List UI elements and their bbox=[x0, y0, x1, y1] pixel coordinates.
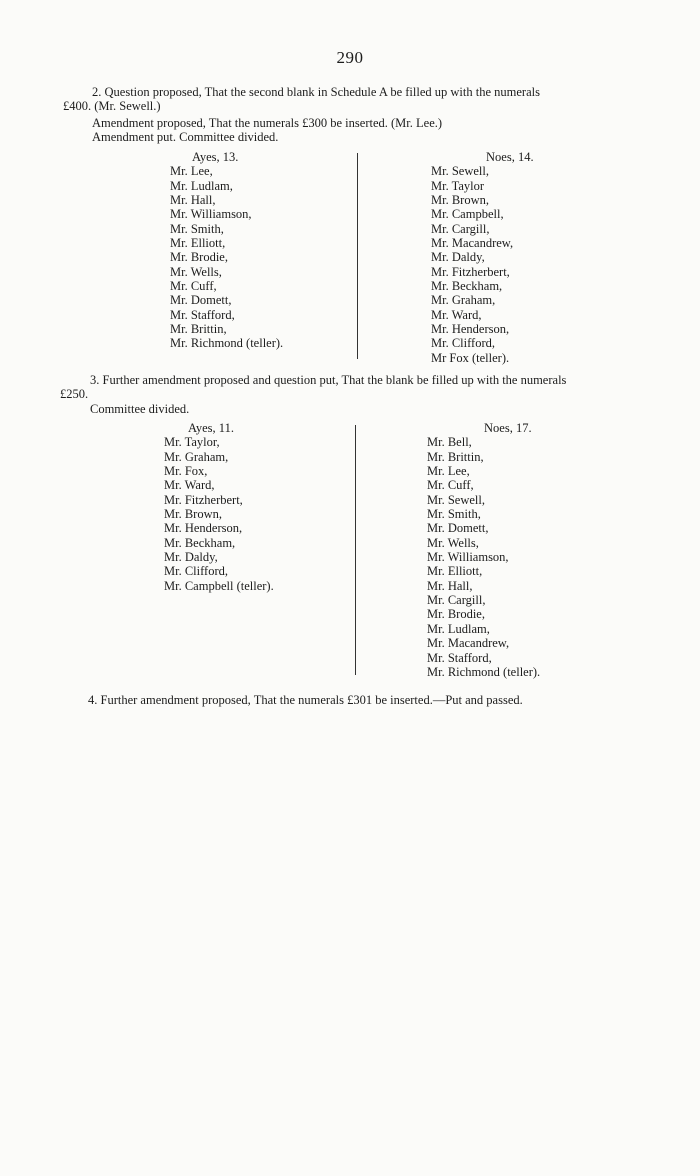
voter-name: Mr. Daldy, bbox=[431, 250, 485, 265]
item2-question-line1: 2. Question proposed, That the second blank in Schedule A be filled up with the numerals bbox=[92, 85, 540, 99]
item2-amendment-put: Amendment put. Committee divided. bbox=[92, 130, 279, 144]
voter-name: Mr. Henderson, bbox=[431, 322, 510, 337]
item3-ayes-heading: Ayes, 11. bbox=[188, 421, 234, 435]
voter-name: Mr. Brodie, bbox=[427, 607, 485, 622]
voter-name: Mr. Richmond (teller). bbox=[427, 664, 541, 679]
voter-name: Mr. Wells, bbox=[170, 264, 222, 279]
voter-name: Mr. Taylor bbox=[431, 178, 485, 193]
voter-name: Mr. Elliott, bbox=[170, 236, 226, 251]
voter-name: Mr. Domett, bbox=[427, 521, 489, 536]
voter-name: Mr. Cuff, bbox=[427, 478, 474, 493]
voter-name: Mr. Hall, bbox=[170, 193, 216, 208]
voter-name: Mr. Stafford, bbox=[170, 307, 235, 322]
voter-name: Mr. Campbell (teller). bbox=[164, 578, 274, 593]
voter-name: Mr. Sewell, bbox=[431, 164, 489, 179]
item3-committee-divided: Committee divided. bbox=[90, 402, 190, 416]
voter-name: Mr. Brodie, bbox=[170, 250, 228, 265]
item3-noes-list bbox=[427, 435, 540, 679]
item3-noes bbox=[427, 421, 540, 679]
voter-name: Mr. Smith, bbox=[427, 507, 481, 522]
voter-name: Mr. Elliott, bbox=[427, 564, 483, 579]
voter-name: Mr. Beckham, bbox=[431, 279, 503, 294]
item3-column-divider bbox=[355, 425, 356, 675]
item3-noes-heading: Noes, 17. bbox=[484, 421, 532, 435]
item2-noes-list bbox=[431, 164, 534, 365]
voter-name: Mr. Lee, bbox=[170, 164, 213, 179]
item3-question-line1: 3. Further amendment proposed and question put, That the blank be filled up with the numerals bbox=[90, 373, 567, 387]
voter-name: Mr. Richmond (teller). bbox=[170, 336, 284, 351]
item2-noes bbox=[431, 150, 534, 365]
item2-ayes-list bbox=[170, 164, 283, 350]
voter-name: Mr. Macandrew, bbox=[431, 236, 514, 251]
voter-name: Mr. Ward, bbox=[164, 478, 215, 493]
voter-name: Mr. Lee, bbox=[427, 464, 470, 479]
voter-name: Mr. Hall, bbox=[427, 578, 473, 593]
item3-question-line2: £250. bbox=[60, 387, 89, 401]
voter-name: Mr. Smith, bbox=[170, 221, 224, 236]
voter-name: Mr. Graham, bbox=[164, 449, 229, 464]
voter-name: Mr. Cargill, bbox=[427, 593, 486, 608]
item4-text: 4. Further amendment proposed, That the numerals £301 be inserted.—Put and passed. bbox=[88, 693, 523, 707]
voter-name: Mr. Ludlam, bbox=[427, 621, 490, 636]
item2-question-line2: £400. (Mr. Sewell.) bbox=[63, 99, 161, 113]
voter-name: Mr. Stafford, bbox=[427, 650, 492, 665]
voter-name: Mr. Brown, bbox=[164, 507, 222, 522]
voter-name: Mr. Cuff, bbox=[170, 279, 217, 294]
voter-name: Mr Fox (teller). bbox=[431, 350, 510, 365]
item2-amendment: Amendment proposed, That the numerals £300 be inserted. (Mr. Lee.) bbox=[92, 116, 443, 130]
voter-name: Mr. Clifford, bbox=[431, 336, 496, 351]
item3-ayes-list bbox=[164, 435, 274, 593]
voter-name: Mr. Henderson, bbox=[164, 521, 243, 536]
voter-name: Mr. Ludlam, bbox=[170, 178, 233, 193]
voter-name: Mr. Daldy, bbox=[164, 550, 218, 565]
voter-name: Mr. Domett, bbox=[170, 293, 232, 308]
voter-name: Mr. Taylor, bbox=[164, 435, 220, 450]
item2-noes-heading: Noes, 14. bbox=[486, 150, 534, 164]
voter-name: Mr. Ward, bbox=[431, 307, 482, 322]
item2-ayes-heading: Ayes, 13. bbox=[192, 150, 239, 164]
voter-name: Mr. Brown, bbox=[431, 193, 489, 208]
voter-name: Mr. Clifford, bbox=[164, 564, 229, 579]
voter-name: Mr. Brittin, bbox=[170, 322, 227, 337]
voter-name: Mr. Cargill, bbox=[431, 221, 490, 236]
voter-name: Mr. Bell, bbox=[427, 435, 472, 450]
voter-name: Mr. Wells, bbox=[427, 535, 479, 550]
voter-name: Mr. Williamson, bbox=[170, 207, 252, 222]
voter-name: Mr. Williamson, bbox=[427, 550, 509, 565]
voter-name: Mr. Graham, bbox=[431, 293, 496, 308]
voter-name: Mr. Fitzherbert, bbox=[164, 492, 243, 507]
item2-column-divider bbox=[357, 153, 358, 359]
voter-name: Mr. Sewell, bbox=[427, 492, 485, 507]
voter-name: Mr. Macandrew, bbox=[427, 636, 510, 651]
page-number: 290 bbox=[336, 48, 364, 67]
item3-ayes bbox=[164, 421, 274, 593]
voter-name: Mr. Fitzherbert, bbox=[431, 264, 510, 279]
item2-ayes bbox=[170, 150, 283, 351]
voter-name: Mr. Brittin, bbox=[427, 449, 484, 464]
voter-name: Mr. Campbell, bbox=[431, 207, 504, 222]
voter-name: Mr. Beckham, bbox=[164, 535, 236, 550]
voter-name: Mr. Fox, bbox=[164, 464, 208, 479]
